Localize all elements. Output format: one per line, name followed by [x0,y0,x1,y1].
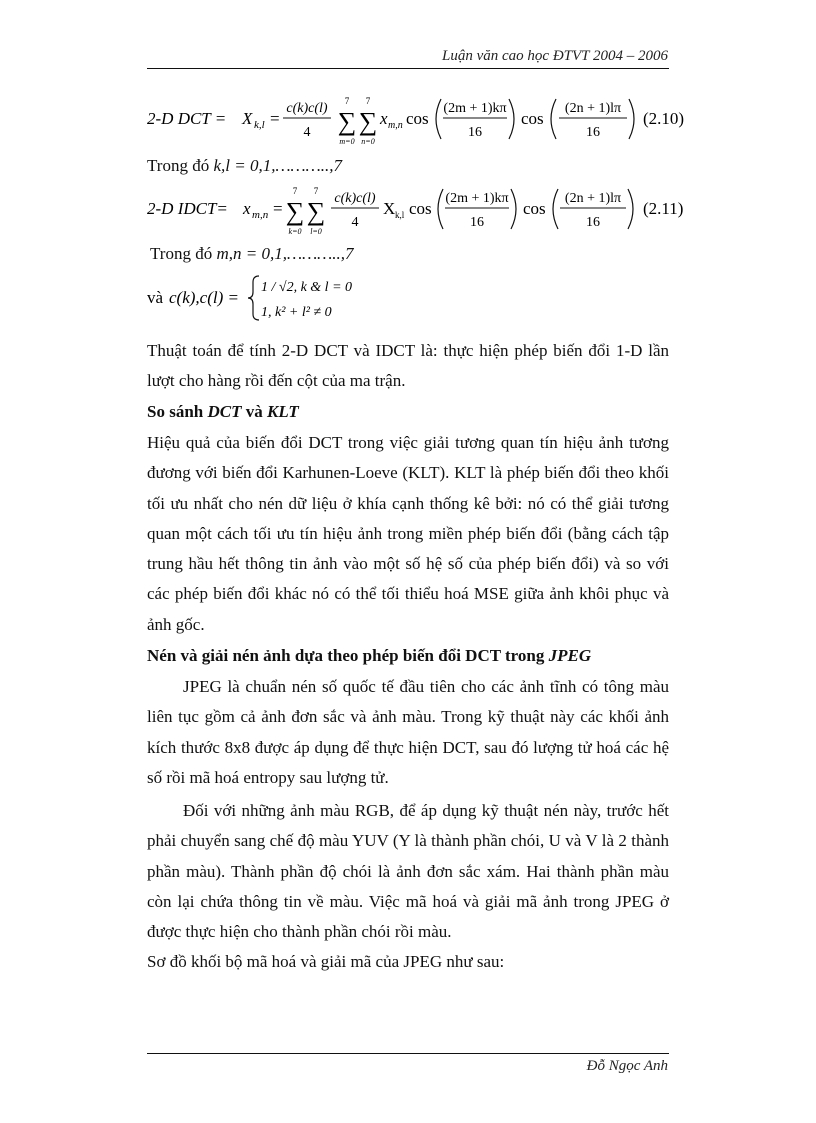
eq-dct-frac-den: 4 [303,125,311,140]
idct-range-line [150,244,354,264]
eq-ck-prefix: và [147,288,164,307]
idct-range-value: m,n = 0,1,………..,7 [216,244,354,263]
dct-range-prefix: Trong đó [147,156,214,175]
eq-ck-func: c(k),c(l) = [169,288,239,307]
heading-dct-vs-klt-b: DCT [207,402,242,421]
eq-dct-cos2-num: (2n + 1)lπ [564,101,622,116]
paragraph-klt: Hiệu quả của biến đổi DCT trong việc giải tương quan tín hiệu ảnh tương đương với biến đổi Karhunen-Loeve (KLT). KLT là phép biến đổi theo khối tối ưu nhất cho nén dữ liệu ở khía cạnh thống kê bởi: nó có thể giải tương quan một cách tối ưu tín hiệu ảnh trong miền phép biến đổi (bằng cách tập trung hầu hết thông tin ảnh vào một số hệ số của phép biến đổi) và so với các phép biến đổi khác nó có thể tối thiểu hoá MSE giữa ảnh khôi phục và ảnh gốc. [147,433,669,634]
eq-dct-paren1-left [436,99,441,139]
heading-dct-vs-klt [147,402,299,422]
eq-idct-frac-den: 4 [351,215,359,230]
page-footer: Đỗ Ngọc Anh [586,1058,668,1074]
eq-idct-lhs-var: x [243,199,251,218]
dct-range-line [147,156,342,176]
eq-idct-sum2: ∑ [306,197,326,226]
eq-ck-case2: 1, k² + l² ≠ 0 [261,305,332,320]
heading-dct-vs-klt-d: KLT [266,402,299,421]
eq-dct-term-var: x [380,109,388,128]
eq-dct-paren2-left [551,99,556,139]
heading-jpeg-b: JPEG [548,646,592,665]
eq-idct-sum1: ∑ [285,197,305,226]
eq-dct-sum2-bot: n=0 [361,137,375,146]
eq-idct-number: (2.11) [643,199,684,218]
eq-ck-brace [248,276,259,320]
eq-idct-term-sub: k,l [395,210,405,220]
eq-idct-cos1-den: 16 [470,215,484,230]
eq-dct-lhs-sub: k,l [254,119,265,131]
eq-idct-paren1-left [438,189,443,229]
paragraph-jpeg-rgb: Đối với những ảnh màu RGB, để áp dụng kỹ thuật nén này, trước hết phải chuyển sang chế độ màu YUV (Y là thành phần chói, U và V là 2 thành phần màu). Thành phần độ chói là ảnh đơn sắc xám. Hai thành phần màu còn lại chứa thông tin về màu. Việc mã hoá và giải mã ảnh trong JPEG ở được thực hiện cho thành phần chói rồi màu. [147,801,669,942]
eq-dct-label: 2-D DCT = [147,109,227,128]
page-header: Luận văn cao học ĐTVT 2004 – 2006 [442,48,668,64]
idct-range-prefix: Trong đó [150,244,217,263]
eq-idct-label: 2-D IDCT= [147,199,228,218]
eq-idct-cos2: cos [523,199,546,218]
eq-dct-sum2: ∑ [358,107,378,136]
eq-dct-term-sub: m,n [388,120,403,131]
eq-idct-lhs-sub: m,n [252,209,269,221]
footer-rule [147,1053,669,1054]
eq-dct-cos1-num: (2m + 1)kπ [443,101,507,116]
heading-dct-vs-klt-a: So sánh [147,402,208,421]
eq-dct-number: (2.10) [643,109,685,128]
eq-dct-paren1-right [509,99,514,139]
heading-dct-vs-klt-c: và [241,402,267,421]
eq-dct-cos2-den: 16 [586,125,600,140]
eq-dct-sum1: ∑ [337,107,357,136]
dct-range-value: k,l = 0,1,………..,7 [213,156,343,175]
equation-ck [147,270,669,326]
heading-jpeg [147,646,591,666]
paragraph-algorithm: Thuật toán để tính 2-D DCT và IDCT là: thực hiện phép biến đổi 1-D lần lượt cho hàng rồi đến cột của ma trận. [147,341,669,391]
eq-idct-sum2-bot: l=0 [310,227,322,236]
paragraph-jpeg-intro: JPEG là chuẩn nén số quốc tế đầu tiên cho các ảnh tĩnh có tông màu liên tục gồm cả ảnh đơn sắc và ảnh màu. Trong kỹ thuật này các khối ảnh kích thước 8x8 được áp dụng để thực hiện DCT, sau đó lượng tử hoá các hệ số rồi mã hoá entropy sau lượng tử. [147,677,669,787]
eq-ck-case1: 1 / √2, k & l = 0 [261,280,353,295]
eq-dct-sum1-bot: m=0 [339,137,355,146]
eq-idct-sum1-top: 7 [292,186,298,196]
eq-dct-sum1-top: 7 [344,96,350,106]
eq-dct-frac-num: c(k)c(l) [286,101,328,116]
eq-idct-cos2-num: (2n + 1)lπ [564,191,622,206]
eq-idct-cos1: cos [409,199,432,218]
eq-dct-paren2-right [629,99,634,139]
header-rule [147,68,669,69]
paragraph-block-diagram-intro: Sơ đồ khối bộ mã hoá và giải mã của JPEG như sau: [147,952,505,971]
eq-dct-cos1-den: 16 [468,125,482,140]
eq-idct-cos2-den: 16 [586,215,600,230]
eq-idct-cos1-num: (2m + 1)kπ [445,191,509,206]
equation-idct [147,180,684,240]
eq-idct-equals: = [273,199,283,218]
eq-idct-paren1-right [511,189,516,229]
heading-jpeg-a: Nén và giải nén ảnh dựa theo phép biến đổi DCT trong [147,646,549,665]
eq-idct-sum2-top: 7 [313,186,319,196]
eq-idct-frac-num: c(k)c(l) [334,191,376,206]
eq-dct-equals: = [270,109,280,128]
eq-idct-term-var: X [383,199,396,218]
eq-dct-lhs-var: X [242,109,253,128]
equation-dct [147,90,685,150]
eq-idct-sum1-bot: k=0 [288,227,302,236]
eq-dct-sum2-top: 7 [365,96,371,106]
eq-idct-paren2-right [628,189,633,229]
eq-dct-cos1: cos [406,109,429,128]
eq-idct-paren2-left [553,189,558,229]
eq-dct-cos2: cos [521,109,544,128]
